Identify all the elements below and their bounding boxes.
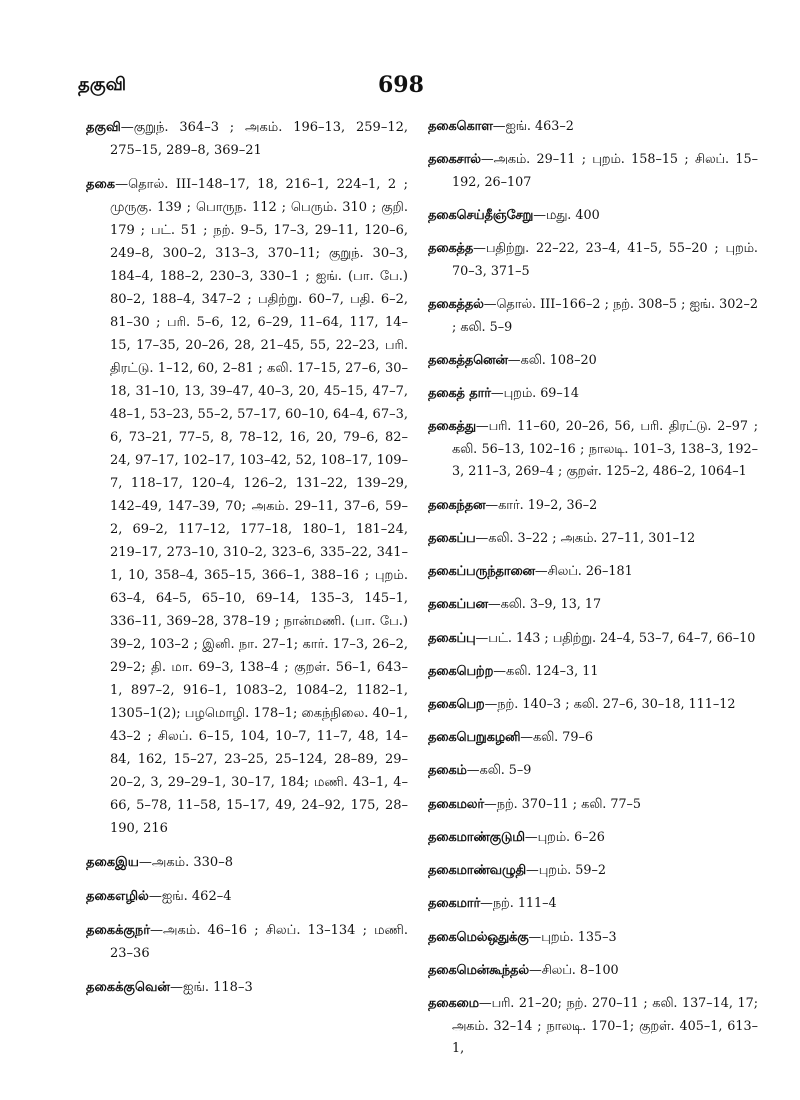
index-entry xyxy=(428,694,758,717)
entry-references: —கலி. 5–9 xyxy=(466,763,532,779)
entry-headword: தகைப்ப xyxy=(428,530,476,546)
index-entry xyxy=(86,919,408,965)
entry-references: —நற். 111–4 xyxy=(480,896,557,912)
entry-references: —கலி. 79–6 xyxy=(520,730,593,746)
index-entry xyxy=(428,794,758,817)
index-entry xyxy=(86,116,408,162)
entry-references: —தொல். III–166–2 ; நற். 308–5 ; ஐங். 302–2 ; கலி. 5–9 xyxy=(452,297,758,335)
index-entry xyxy=(428,727,758,750)
entry-references: —ஐங். 462–4 xyxy=(148,889,232,904)
index-entry xyxy=(428,238,758,283)
index-entry xyxy=(428,594,758,617)
entry-headword: தகைஇய xyxy=(86,855,139,870)
entry-references: —சிலப். 26–181 xyxy=(534,564,633,580)
entry-references: —புறம். 59–2 xyxy=(525,863,606,879)
index-entry xyxy=(428,416,758,484)
entry-headword: தகைக்குநர் xyxy=(86,923,151,938)
entry-headword: தகைத் தார் xyxy=(428,386,491,402)
entry-references: —அகம். 29–11 ; புறம். 158–15 ; சிலப். 15–192, 26–107 xyxy=(452,152,758,190)
entry-headword: தகைம் xyxy=(428,763,467,779)
entry-headword: தகைமை xyxy=(428,996,479,1012)
entry-references: —பதிற்று. 22–22, 23–4, 41–5, 55–20 ; புறம். 70–3, 371–5 xyxy=(452,241,758,279)
index-entry xyxy=(428,960,758,983)
entry-headword: தகைமென்கூந்தல் xyxy=(428,962,529,978)
entry-headword: தகைபெற xyxy=(428,697,485,713)
entry-references: —கலி. 108–20 xyxy=(507,352,597,368)
entry-headword: தகைமாண்குடுமி xyxy=(428,829,525,845)
index-entry xyxy=(428,528,758,551)
entry-headword: தகுவி xyxy=(86,120,121,135)
entry-headword: தகைபெற்ற xyxy=(428,663,494,679)
entry-references: —நற். 140–3 ; கலி. 27–6, 30–18, 111–12 xyxy=(484,697,736,713)
entry-headword: தகைகொள xyxy=(428,119,493,134)
entry-references: —சிலப். 8–100 xyxy=(528,962,619,978)
page-number: 698 xyxy=(378,72,424,98)
entry-references: —ஐங். 118–3 xyxy=(170,980,253,995)
index-entry xyxy=(428,661,758,684)
entry-headword: தகைமலர் xyxy=(428,796,485,812)
entry-headword: தகைந்தன xyxy=(428,497,486,513)
entry-references: —தொல். III–148–17, 18, 216–1, 224–1, 2 ; முருகு. 139 ; பொருந. 112 ; பெரும். 310 ; குறி. 179 ; பட். 51 ; நற். 9–5, 17–3, 29–11, 120–6, 249–8, 300–2, 313–3, 370–11; குறுந். 30–3, 184–4, 188–2, 230–3, 330–1 ; ஐங். (பா. பே.) 80–2, 188–4, 347–2 ; பதிற்று. 60–7, பதி. 6–2, 81–30 ; பரி. 5–6, 12, 6–29, 11–64, 117, 14–15, 17–35, 20–26, 28, 21–45, 55, 22–23, பரி. திரட்டு. 1–12, 60, 2–81 ; கலி. 17–15, 27–6, 30–18, 31–10, 13, 39–47, 40–3, 20, 45–15, 47–7, 48–1, 53–23, 55–2, 57–17, 60–10, 64–4, 67–3, 6, 73–21, 77–5, 8, 78–12, 16, 20, 79–6, 82–24, 97–17, 102–17, 103–42, 52, 108–17, 109–7, 118–17, 120–4, 126–2, 131–22, 139–29, 142–49, 147–39, 70; அகம். 29–11, 37–6, 59–2, 69–2, 117–12, 177–18, 180–1, 181–24, 219–17, 273–10, 310–2, 323–6, 335–22, 341–1, 10, 358–4, 365–15, 366–1, 388–16 ; புறம். 63–4, 64–5, 65–10, 69–14, 135–3, 145–1, 336–11, 369–28, 378–19 ; நான்மணி. (பா. பே.) 39–2, 103–2 ; இனி. நா. 27–1; கார். 17–3, 26–2, 29–2; தி. மா. 69–3, 138–4 ; குறள். 56–1, 643–1, 897–2, 916–1, 1083–2, 1084–2, 1182–1, 1305–1(2); பழமொழி. 178–1; கைந்நிலை. 40–1, 43–2 ; சிலப். 6–15, 104, 10–7, 11–7, 48, 14–84, 162, 15–27, 23–25, 25–124, 28–89, 29–20–2, 3, 29–29–1, 30–17, 184; மணி. 43–1, 4–66, 5–78, 11–58, 15–17, 49, 24–92, 175, 28–190, 216 xyxy=(110,177,408,836)
index-entry xyxy=(428,927,758,950)
index-entry xyxy=(428,495,758,518)
entry-references: —புறம். 135–3 xyxy=(528,929,617,945)
index-entry xyxy=(86,173,408,840)
entry-references: —கார். 19–2, 36–2 xyxy=(485,497,598,513)
entry-references: —புறம். 6–26 xyxy=(524,829,605,845)
entry-headword: தகைத்து xyxy=(428,419,476,435)
entry-headword: தகை xyxy=(86,177,116,192)
entry-references: —நற். 370–11 ; கலி. 77–5 xyxy=(484,796,642,812)
entry-headword: தகைஎழில் xyxy=(86,889,149,904)
entry-references: —கலி. 3–22 ; அகம். 27–11, 301–12 xyxy=(475,530,696,546)
index-entry xyxy=(428,149,758,194)
index-entry xyxy=(428,383,758,406)
index-entry xyxy=(428,561,758,584)
index-entry xyxy=(428,893,758,916)
index-entry xyxy=(428,350,758,373)
entry-references: —அகம். 46–16 ; சிலப். 13–134 ; மணி. 23–36 xyxy=(110,923,408,961)
entry-references: —மது. 400 xyxy=(533,208,600,224)
entry-headword: தகைப்பருந்தானை xyxy=(428,564,535,580)
entry-references: —அகம். 330–8 xyxy=(138,855,233,870)
entry-references: —குறுந். 364–3 ; அகம். 196–13, 259–12, 275–15, 289–8, 369–21 xyxy=(110,120,408,158)
entry-references: —பரி. 21–20; நற். 270–11 ; கலி. 137–14, 17; அகம். 32–14 ; நாலடி. 170–1; குறள். 405–1, 613–1, xyxy=(452,996,758,1057)
index-entry xyxy=(428,760,758,783)
entry-headword: தகைசால் xyxy=(428,152,481,168)
entry-headword: தகைபெறுகழனி xyxy=(428,730,521,746)
index-entry xyxy=(428,827,758,850)
left-column xyxy=(86,116,408,1010)
entry-headword: தகைப்பன xyxy=(428,597,488,613)
entry-references: —பட். 143 ; பதிற்று. 24–4, 53–7, 64–7, 66–10 xyxy=(475,630,756,646)
entry-headword: தகைத்த xyxy=(428,241,474,257)
index-entry xyxy=(428,205,758,228)
index-entry xyxy=(428,294,758,339)
index-entry xyxy=(428,116,758,139)
index-entry xyxy=(428,993,758,1061)
entry-references: —பரி. 11–60, 20–26, 56, பரி. திரட்டு. 2–97 ; கலி. 56–13, 102–16 ; நாலடி. 101–3, 138–3, 192–3, 211–3, 269–4 ; குறள். 125–2, 486–2, 1064–1 xyxy=(452,419,758,480)
index-entry xyxy=(86,885,408,908)
index-entry xyxy=(86,851,408,874)
right-column xyxy=(428,116,758,1071)
index-entry xyxy=(428,628,758,651)
entry-headword: தகைமார் xyxy=(428,896,481,912)
entry-references: —கலி. 3–9, 13, 17 xyxy=(487,597,602,613)
entry-references: —புறம். 69–14 xyxy=(490,386,580,402)
running-head: தகுவி xyxy=(78,74,127,95)
index-entry xyxy=(428,860,758,883)
entry-headword: தகைத்தல் xyxy=(428,297,484,313)
entry-headword: தகைமெல்ஒதுக்கு xyxy=(428,929,529,945)
entry-headword: தகைத்தனென் xyxy=(428,352,508,368)
entry-headword: தகைசெய்தீஞ்சேறு xyxy=(428,208,534,224)
entry-references: —ஐங். 463–2 xyxy=(492,119,574,134)
index-entry xyxy=(86,976,408,999)
entry-headword: தகைப்பு xyxy=(428,630,476,646)
entry-headword: தகைக்குவென் xyxy=(86,980,171,995)
entry-headword: தகைமாண்வழுதி xyxy=(428,863,526,879)
entry-references: —கலி. 124–3, 11 xyxy=(493,663,599,679)
